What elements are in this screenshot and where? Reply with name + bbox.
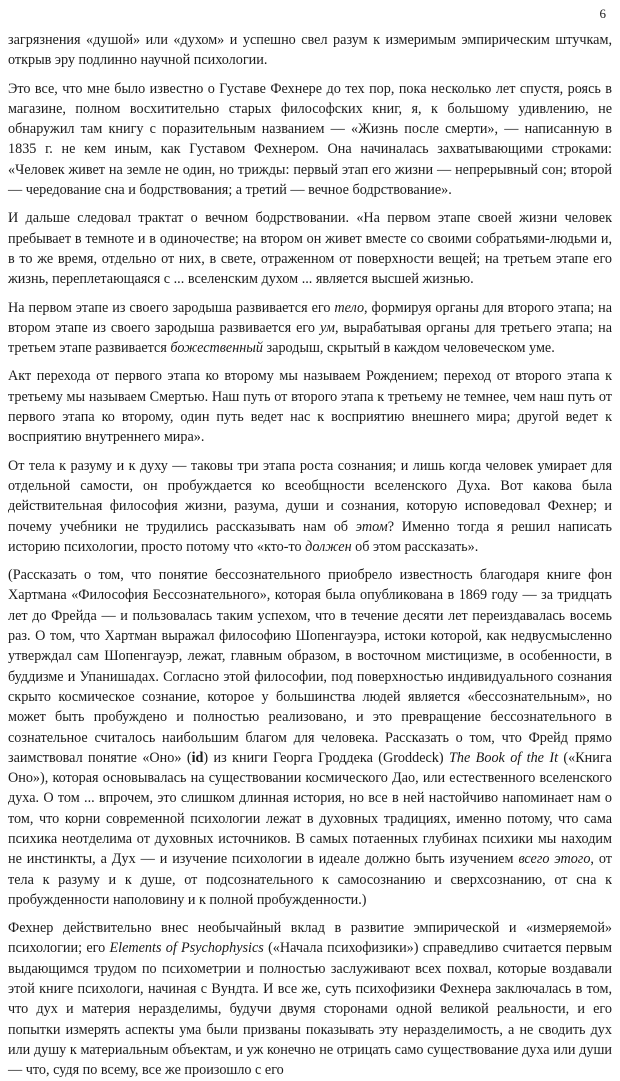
italic-text: Elements of Psychophysics (109, 940, 264, 957)
paragraph (8, 918, 612, 1080)
italic-text: тело (334, 299, 365, 316)
text-run: зародыш, скрытый в каждом человеческом уме. (263, 340, 555, 357)
italic-text: всего этого (518, 851, 591, 868)
paragraph (8, 79, 612, 201)
italic-text: божественный (170, 340, 263, 357)
text-run: Это все, что мне было известно о Густаве Фехнере до тех пор, пока несколько лет спустя, роясь в магазине, полном восхитительно старых философских книг, я, к большому удивлению, не обнаружил там книгу с поразительным названием — «Жизнь после смерти», — написанную в 1835 г. не кем иным, как Густавом Фехнером. Она начиналась захватывающими строками: «Человек живет на земле не один, но трижды: первый этап его жизни — непрерывный сон; второй — чередование сна и бодрствования; а третий — вечное бодрствование». (8, 80, 612, 199)
paragraph (8, 366, 612, 447)
text-run: ) из книги Георга Гроддека (Groddeck) (203, 749, 450, 766)
paragraph (8, 298, 612, 359)
page-number: 6 (599, 6, 606, 21)
paragraph (8, 565, 612, 910)
italic-text: The Book of the It (449, 749, 559, 766)
bold-text: id (191, 749, 204, 766)
text-run: , вырабатывая органы для третьего этапа; на третьем этапе развивается (8, 319, 612, 357)
text-run: Акт перехода от первого этапа ко второму мы называем Рождением; переход от второго этапа к третьему мы называем Смертью. Наш путь от второго этапа к третьему не темнее, чем наш путь от первого этапа ко второму, один путь ведет нас к восприятию внешнего мира; другой ведет к восприятию внутреннего мира». (8, 368, 612, 446)
text-run: об этом рассказать». (351, 538, 479, 555)
italic-text: ум (319, 319, 335, 336)
text-run: От тела к разуму и к духу — таковы три этапа роста сознания; и лишь когда человек умирает для отдельной самости, он пробуждается ко всеобщности вселенского Духа. Вот какова была действительная философия жизни, разума, души и сознания, которую исповедовал Фехнер; и почему учебники не трудились рассказывать нам об (8, 457, 612, 535)
text-run: (Рассказать о том, что понятие бессознательного приобрело известность благодаря книге фон Хартмана «Философия Бессознательного», которая была опубликована в 1869 году — за тридцать лет до Фрейда — и пользовалась таким успехом, что в течение десяти лет переиздавалась восемь раз. О том, что Хартман выражал философию Шопенгауэра, истоки которой, как недвусмысленно утверждал сам Шопенгауэр, лежат, главным образом, в восточном мистицизме, в особенности, в буддизме и Упанишадах. Согласно этой философии, под поверхностью индивидуального сознания скрыто космическое сознание, которое у большинства людей является «бессознательным», но может быть пробуждено и полностью реализовано, и это превращение бессознательного в сознательное считалось наибольшим благом для человека. Рассказать о том, что Фрейд прямо заимствовал понятие «Оно» ( (8, 567, 612, 766)
text-run: , формируя органы для второго этапа; на втором этапе из своего зародыша развивается его (8, 299, 612, 336)
paragraph (8, 208, 612, 289)
text-run: И дальше следовал трактат о вечном бодрствовании. «На первом этапе своей жизни человек пребывает в темноте и в одиночестве; на втором он живет вместе со своими собратьями-людьми и, в то же время, отдельно от них, в свете, отраженном от поверхности вещей; на третьем этапе его жизнь, переплетающаяся с ... вселенским духом ... является высшей жизнью. (8, 210, 612, 288)
text-run: ? Именно тогда я решил написать историю психологии, просто потому что «кто-то (8, 518, 612, 555)
text-run: («Книга Оно»), которая основывалась на существовании космического Дао, или естественного вселенского духа. О том ... впрочем, это слишком длинная история, но все в ней настойчиво напоминает нам о том, что корни современной психологии лежат в духовных традициях, именно потому, что сама психика неотделима от духовных источников. В самых потаенных глубинах психики мы находим не инстинкты, а Дух — и изучение психологии в идеале должно быть изучением (8, 749, 612, 868)
paragraph (8, 30, 612, 71)
text-run: , от тела к разуму и к душе, от подсознательного к самосознанию и сверхсознанию, от сна к пробужденности наполовину и к полной пробужденности.) (8, 851, 612, 908)
italic-text: этом (355, 518, 388, 535)
text-run: Фехнер действительно внес необычайный вклад в развитие эмпирической и «измеряемой» психологии; его (8, 920, 612, 957)
italic-text: должен (305, 538, 352, 555)
text-run: На первом этапе из своего зародыша развивается его (8, 299, 335, 316)
paragraph (8, 456, 612, 557)
text-run: («Начала психофизики») справедливо считается первым выдающимся трудом по психометрии и полностью заслуживают всех похвал, которые воздавали этой книге психологи, начиная с Вундта. И все же, суть психофизики Фехнера заключалась в том, что дух и материя неразделимы, будучи двумя сторонами одной великой реальности, и его попытки измерять аспекты ума были призваны показывать эту неразделимость, а не сводить дух или душу к материальным объектам, и уж конечно не отрицать само существование духа или души — что, судя по всему, все же произошло с его (8, 940, 612, 1079)
text-run: загрязнения «душой» или «духом» и успешно свел разум к измеримым эмпирическим штучкам, открыв эру подлинно научной психологии. (8, 32, 612, 69)
